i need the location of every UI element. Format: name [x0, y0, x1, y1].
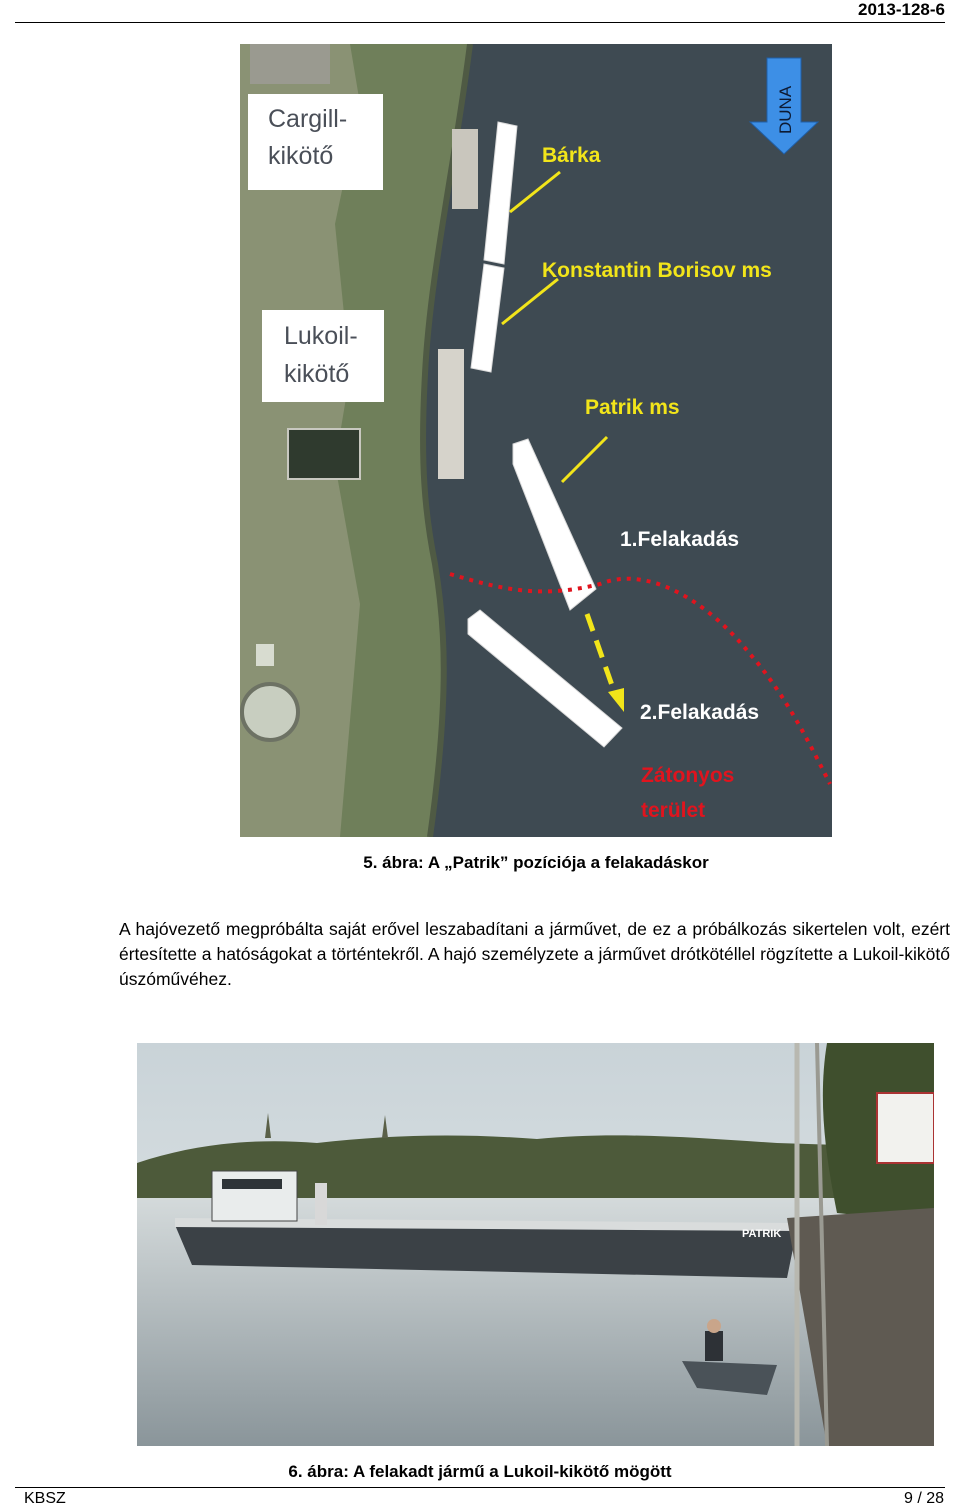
- building: [250, 44, 330, 84]
- boatman-head: [707, 1319, 721, 1333]
- wheelhouse: [212, 1171, 297, 1221]
- duna-label: DUNA: [776, 85, 795, 134]
- photo-figure: [137, 1043, 934, 1446]
- cargill-label-line1: Cargill-: [268, 105, 348, 133]
- control-cabin: [877, 1093, 934, 1163]
- cargill-pier: [452, 129, 478, 209]
- round-tank: [242, 684, 298, 740]
- footer-organization: KBSZ: [24, 1490, 66, 1507]
- barka-label: Bárka: [542, 144, 601, 167]
- lukoil-label-line1: Lukoil-: [284, 322, 358, 350]
- tank-basin: [288, 429, 360, 479]
- small-building: [256, 644, 274, 666]
- header-rule: [15, 22, 945, 23]
- body-paragraph: A hajóvezető megpróbálta saját erővel leszabadítani a járművet, de ez a próbálkozás sikertelen volt, ezért értesítette a hatóságokat a történtekről. A hajó személyzete a járművet drótkötéllel rögzítette a Lukoil-kikötő úszóművéhez.: [119, 919, 950, 989]
- hull-name: PATRIK: [742, 1228, 782, 1240]
- felakadas-1-label: 1.Felakadás: [620, 528, 740, 551]
- felakadas-2-label: 2.Felakadás: [640, 701, 760, 724]
- page-number: 9 / 28: [903, 1490, 944, 1507]
- lukoil-vessel: [438, 349, 464, 479]
- wheelhouse-windows: [222, 1179, 282, 1189]
- patrik-label: Patrik ms: [585, 396, 680, 419]
- boatman: [705, 1331, 723, 1361]
- aerial-map-figure: [240, 44, 832, 837]
- cargill-label-line2: kikötő: [268, 142, 334, 170]
- footer-rule: [15, 1487, 945, 1488]
- zatonyos-label-line1: Zátonyos: [641, 764, 735, 787]
- document-id: 2013-128-6: [858, 0, 945, 19]
- figure-6-caption: 6. ábra: A felakadt jármű a Lukoil-kikötő mögött: [288, 1462, 672, 1481]
- zatonyos-label-line2: terület: [641, 799, 706, 822]
- borisov-label: Konstantin Borisov ms: [542, 259, 772, 282]
- figure-5-caption: 5. ábra: A „Patrik” pozíciója a felakadáskor: [363, 853, 709, 872]
- lukoil-label-line2: kikötő: [284, 360, 350, 388]
- mast: [315, 1183, 327, 1225]
